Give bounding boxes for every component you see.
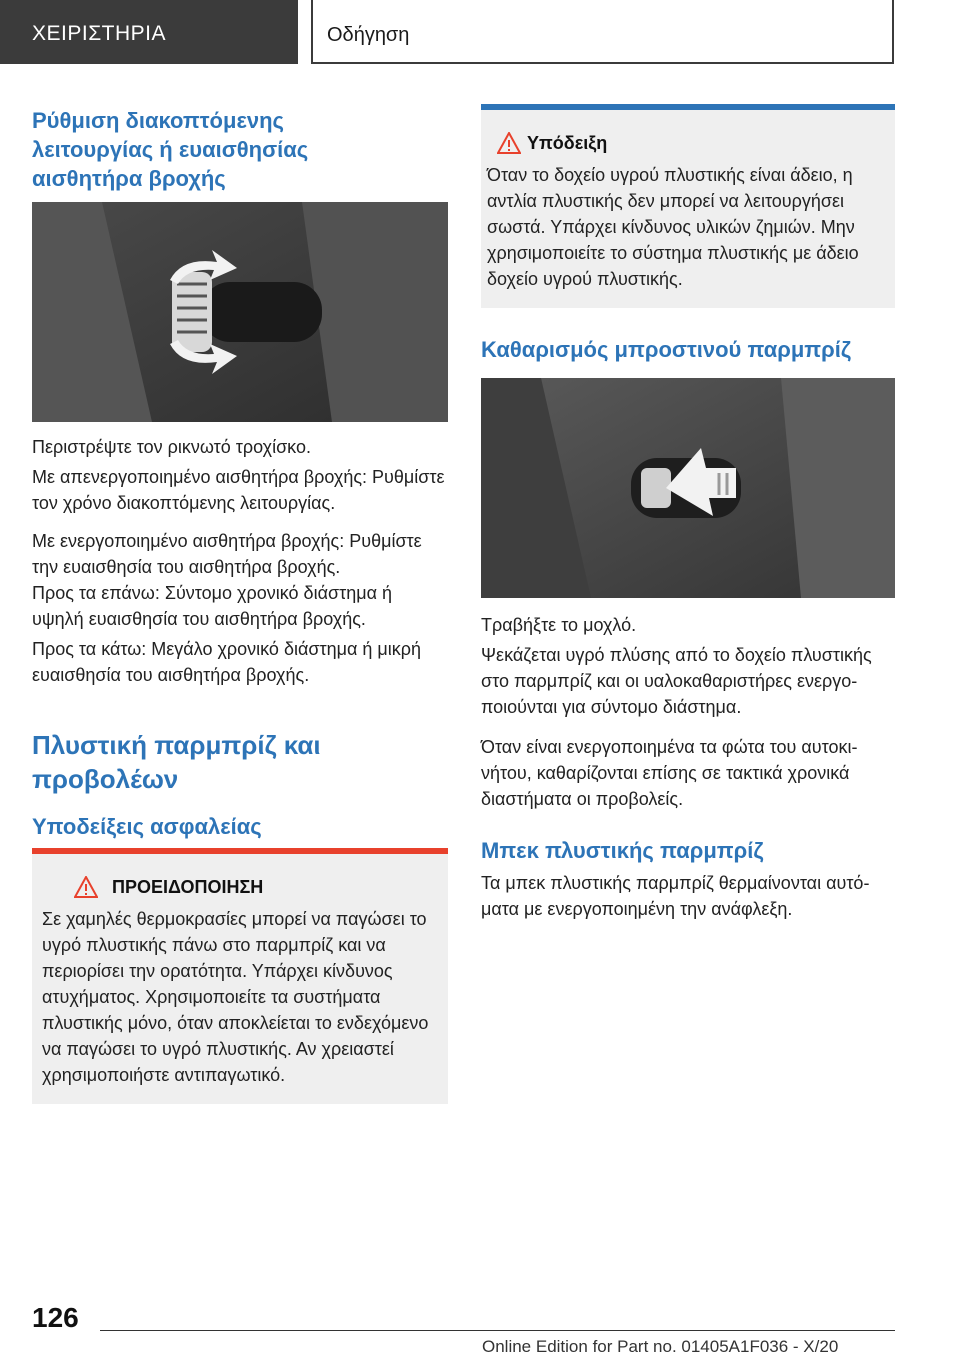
header-section-label: ΧΕΙΡΙΣΤΗΡΙΑ (32, 22, 167, 45)
rain-sensor-heading: Ρύθμιση διακοπτόμενης λειτουργίας ή ευαισθησίας αισθητήρα βροχής (32, 108, 309, 191)
warning-box (32, 848, 448, 1104)
warning-triangle-icon (497, 132, 521, 154)
paragraph: Προς τα κάτω: Μεγάλο χρονικό διάστημα ή μικρή ευαισθησία του αισθητήρα βροχής. (32, 639, 422, 685)
washer-jets-heading: Μπεκ πλυστικής παρμπρίζ (481, 838, 764, 863)
header-subsection-label: Οδήγηση (327, 24, 410, 46)
note-title: Υπόδειξη (527, 133, 608, 153)
paragraph: Με απενεργοποιημένο αισθητήρα βροχής: Ρυθμίστε τον χρόνο διακοπτόμενης λειτουργίας. (32, 467, 445, 513)
edition-label: Online Edition for Part no. 01405A1F036 - X/20 (482, 1337, 839, 1356)
note-text: Όταν το δοχείο υγρού πλυστικής είναι άδειο, η αντλία πλυστικής δεν μπορεί να λειτουργήσει σωστά. Υπάρχει κίνδυνος υλικών ζημιών. Μην χρησιμοποιείτε το σύστημα πλυστικής με άδειο δοχείο υγρού πλυστικής. (487, 165, 859, 289)
warning-text: Σε χαμηλές θερμοκρασίες μπορεί να παγώσει το υγρό πλυστικής πάνω στο παρμπρίζ και να περιορίσει την ορατότητα. Υπάρχει κίνδυνος ατυχήματος. Χρησιμοποιείτε τα συστήματα πλυστικής μόνο, όταν αποκλείεται το ενδεχόμενο να παγώσει το υγρό πλυστικής. Αν χρειαστεί χρησιμοποιήστε αντιπαγωτικό. (42, 909, 429, 1085)
paragraph: Ψεκάζεται υγρό πλύσης από το δοχείο πλυστικής στο παρμπρίζ και οι υαλοκαθαριστήρες ενεργοποιούνται για σύντομο διάστημα. (481, 645, 872, 717)
washer-system-heading: Πλυστική παρμπρίζ και προβολέων (32, 730, 321, 794)
header-section-tab (0, 0, 298, 64)
rain-sensor-photo (32, 202, 448, 422)
warning-triangle-icon (74, 876, 98, 898)
warning-accent-bar (32, 848, 448, 854)
washer-jets-text: Τα μπεκ πλυστικής παρμπρίζ θερμαίνονται αυτόματα με ενεργοποιημένη την ανάφλεξη. (481, 873, 870, 919)
paragraph: Τραβήξτε το μοχλό. (481, 615, 637, 635)
safety-notes-heading: Υποδείξεις ασφαλείας (32, 814, 262, 839)
footer-divider (100, 1330, 895, 1331)
paragraph: Προς τα επάνω: Σύντομο χρονικό διάστημα ή υψηλή ευαισθησία του αισθητήρα βροχής. (32, 583, 392, 629)
paragraph: Με ενεργοποιημένο αισθητήρα βροχής: Ρυθμίστε την ευαισθησία του αισθητήρα βροχής. (32, 531, 422, 577)
paragraph: Όταν είναι ενεργοποιημένα τα φώτα του αυτοκινήτου, καθαρίζονται επίσης σε τακτικά χρονικά διαστήματα οι προβολείς. (481, 737, 858, 809)
paragraph: Περιστρέψτε τον ρικνωτό τροχίσκο. (32, 437, 311, 457)
washer-lever-photo (481, 378, 895, 598)
note-box (481, 104, 895, 308)
note-accent-bar (481, 104, 895, 110)
windshield-cleaning-heading: Καθαρισμός μπροστινού παρμπρίζ (481, 337, 851, 362)
page-number: 126 (32, 1302, 79, 1333)
header-subsection-tab (311, 0, 894, 64)
warning-title: ΠΡΟΕΙΔΟΠΟΙΗΣΗ (112, 877, 264, 897)
